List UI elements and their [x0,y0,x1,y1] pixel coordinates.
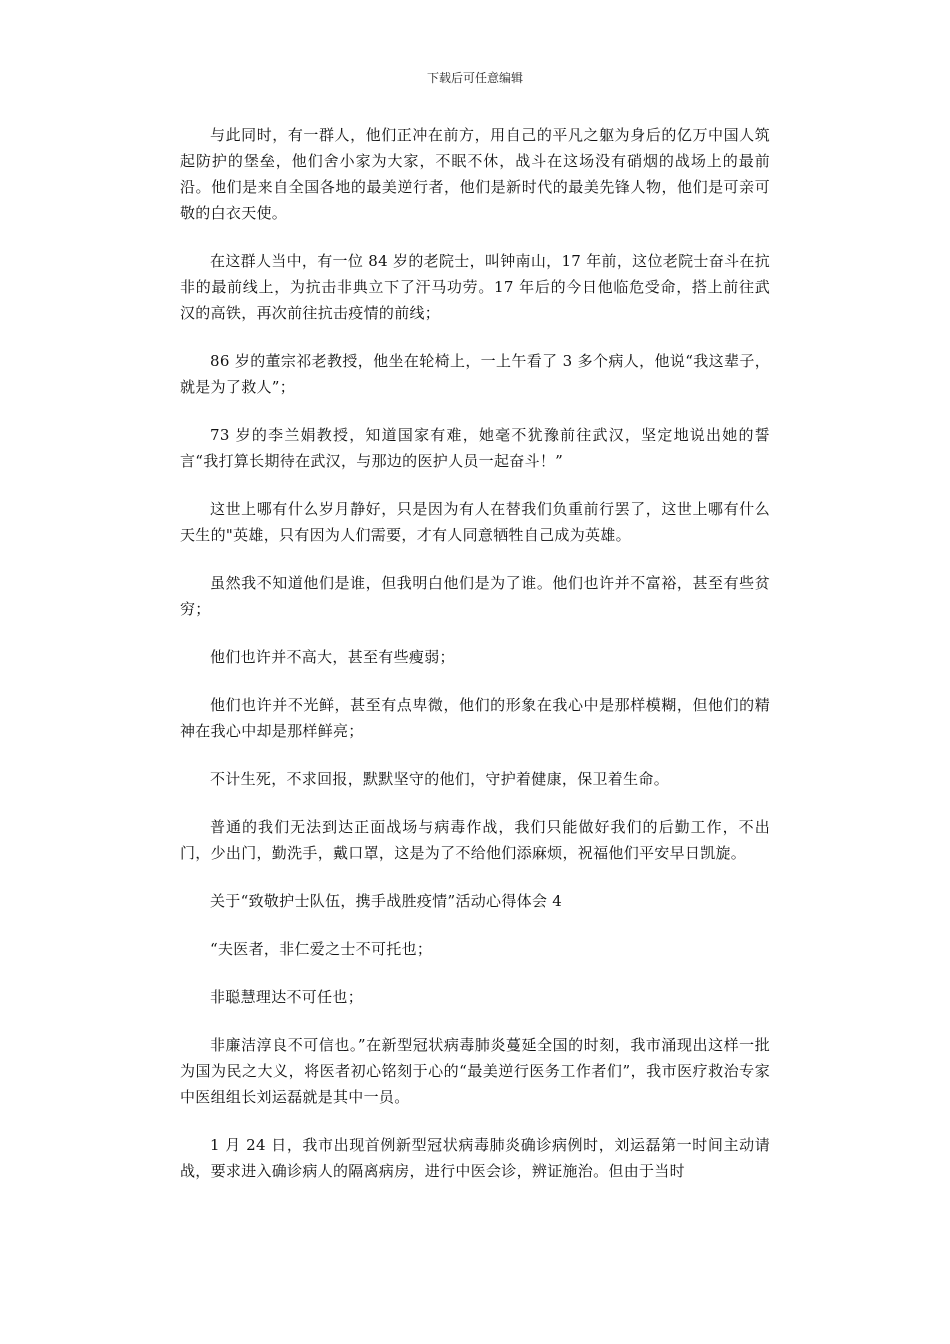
paragraph: 1 月 24 日，我市出现首例新型冠状病毒肺炎确诊病例时，刘运磊第一时间主动请战，要求进入确诊病人的隔离病房，进行中医会诊，辨证施治。但由于当时 [180,1136,770,1180]
paragraph: 73 岁的李兰娟教授，知道国家有难，她毫不犹豫前往武汉，坚定地说出她的誓言“我打算长期待在武汉，与那边的医护人员一起奋斗！” [180,426,770,470]
paragraph: 非廉洁淳良不可信也。”在新型冠状病毒肺炎蔓延全国的时刻，我市涌现出这样一批为国为民之大义，将医者初心铭刻于心的“最美逆行医务工作者们”，我市医疗救治专家中医组组长刘运磊就是其中一员。 [180,1036,770,1106]
paragraph: 不计生死，不求回报，默默坚守的他们，守护着健康，保卫着生命。 [210,770,670,788]
paragraph: 86 岁的董宗祁老教授，他坐在轮椅上，一上午看了 3 多个病人，他说“我这辈子，就是为了救人”； [180,352,770,396]
paragraph: 他们也许并不高大，甚至有些瘦弱； [210,648,455,666]
paragraph: 与此同时，有一群人，他们正冲在前方，用自己的平凡之躯为身后的亿万中国人筑起防护的堡垒，他们舍小家为大家，不眠不休，战斗在这场没有硝烟的战场上的最前沿。他们是来自全国各地的最美逆行者，他们是新时代的最美先锋人物，他们是可亲可敬的白衣天使。 [180,126,770,222]
paragraph: 非聪慧理达不可任也； [210,988,364,1006]
document-body [180,122,770,1206]
paragraph: 虽然我不知道他们是谁，但我明白他们是为了谁。他们也许并不富裕，甚至有些贫穷； [180,574,770,618]
paragraph: 他们也许并不光鲜，甚至有点卑微，他们的形象在我心中是那样模糊，但他们的精神在我心中却是那样鲜亮； [180,696,770,740]
paragraph: 这世上哪有什么岁月静好，只是因为有人在替我们负重前行罢了，这世上哪有什么天生的"英雄，只有因为人们需要，才有人同意牺牲自己成为英雄。 [180,500,770,544]
paragraph: “夫医者，非仁爱之士不可托也； [210,940,433,958]
paragraph: 在这群人当中，有一位 84 岁的老院士，叫钟南山，17 年前，这位老院士奋斗在抗非的最前线上，为抗击非典立下了汗马功劳。17 年后的今日他临危受命，搭上前往武汉的高铁，再次前往抗击疫情的前线； [180,252,770,322]
page-header: 下载后可任意编辑 [426,71,523,85]
paragraph: 普通的我们无法到达正面战场与病毒作战，我们只能做好我们的后勤工作，不出门，少出门，勤洗手，戴口罩，这是为了不给他们添麻烦，祝福他们平安早日凯旋。 [180,818,770,862]
section-heading: 关于“致敬护士队伍，携手战胜疫情”活动心得体会 4 [210,892,563,910]
